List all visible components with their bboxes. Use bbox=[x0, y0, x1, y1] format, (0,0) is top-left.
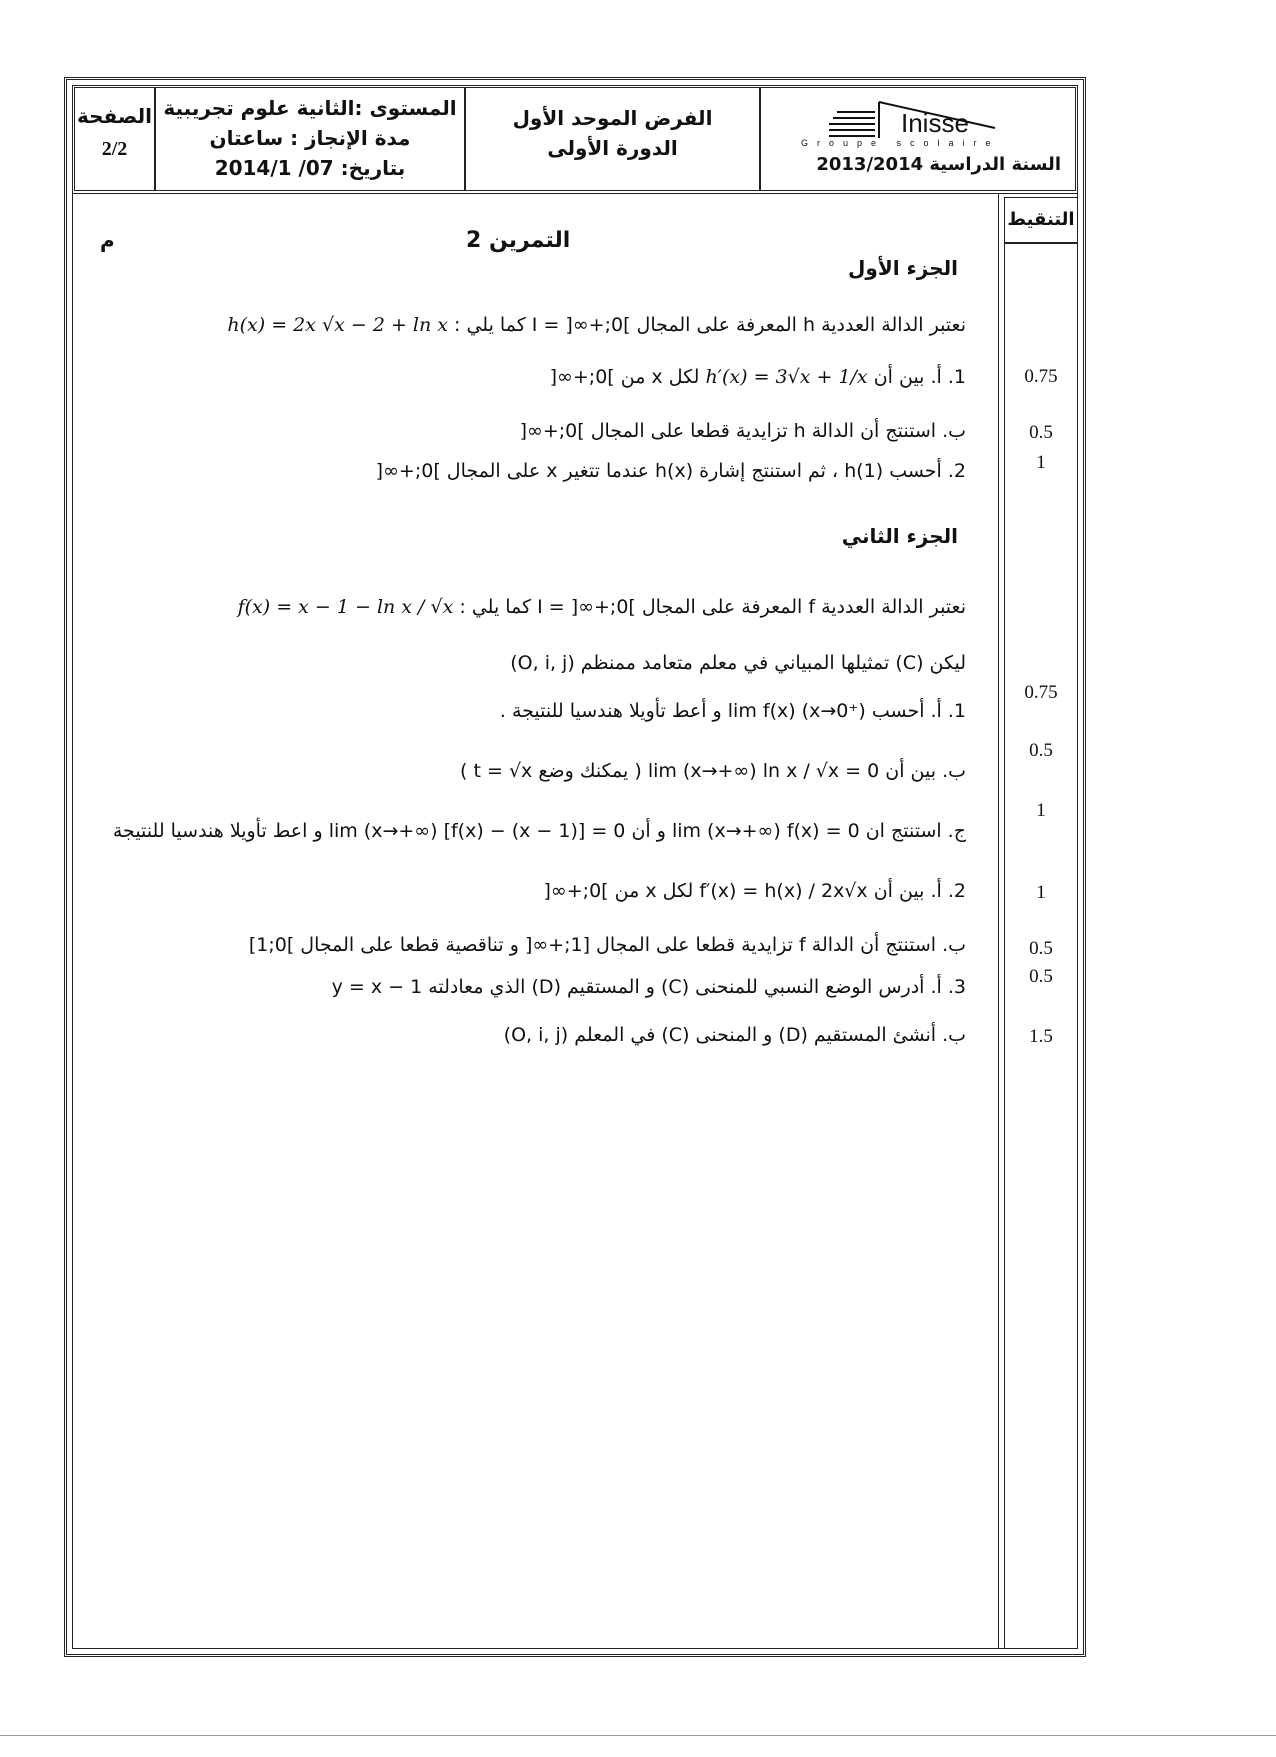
header-title-cell bbox=[465, 87, 760, 191]
score-p2-q2a: 1 bbox=[1036, 882, 1046, 903]
part1-q2: 2. أحسب h(1) ، ثم استنتج إشارة h(x) عندما تتغير x على المجال ]0;+∞[ bbox=[375, 460, 966, 482]
part2-q1b: ب. بين أن lim (x→+∞) ln x / √x = 0 ( يمكنك وضع t = √x ) bbox=[460, 760, 966, 782]
score-p2-q2b: 0.5 bbox=[1029, 938, 1053, 959]
score-p2-q3a: 0.5 bbox=[1029, 966, 1053, 987]
exam-date: بتاريخ: 07/ 2014/1 bbox=[214, 156, 406, 180]
header-level-cell bbox=[155, 87, 465, 191]
header-logo-cell bbox=[760, 87, 1076, 191]
corner-mark: م bbox=[100, 228, 115, 252]
part2-intro-text: نعتبر الدالة العددية f المعرفة على المجال ]0;+∞[ = I كما يلي : bbox=[459, 596, 966, 618]
exam-session: الدورة الأولى bbox=[547, 136, 678, 160]
logo-subtext: Groupe scolaire bbox=[801, 138, 1000, 148]
header-page-cell bbox=[74, 87, 155, 191]
part2-q1c: ج. استنتج ان lim (x→+∞) f(x) = 0 و أن lim (x→+∞) [f(x) − (x − 1)] = 0 و اعط تأويلا هندسيا للنتيجة bbox=[112, 820, 966, 842]
part2-intro-formula: f(x) = x − 1 − ln x / √x bbox=[237, 596, 454, 618]
part2-q3b: ب. أنشئ المستقيم (D) و المنحنى (C) في المعلم (O, i, j) bbox=[503, 1024, 966, 1046]
part1-intro bbox=[227, 314, 966, 336]
score-p1-q1b: 0.5 bbox=[1029, 422, 1053, 443]
part1-q1a-formula: h′(x) = 3√x + 1/x bbox=[705, 366, 868, 388]
part2-title: الجزء الثاني bbox=[841, 524, 958, 548]
scan-edge-line bbox=[0, 1735, 1276, 1736]
part2-q3a: 3. أ. أدرس الوضع النسبي للمنحنى (C) و المستقيم (D) الذي معادلته y = x − 1 bbox=[331, 976, 966, 998]
part1-q1a-tail: لكل x من ]0;+∞[ bbox=[549, 366, 700, 388]
part2-intro bbox=[238, 596, 966, 618]
part1-title: الجزء الأول bbox=[848, 256, 958, 280]
part2-curve: ليكن (C) تمثيلها المبياني في معلم متعامد ممنظم (O, i, j) bbox=[510, 652, 966, 674]
score-p2-q1a: 0.75 bbox=[1024, 682, 1058, 703]
exam-duration: مدة الإنجاز : ساعتان bbox=[209, 126, 411, 150]
part1-intro-formula: h(x) = 2x √x − 2 + ln x bbox=[227, 314, 448, 336]
part2-q2a: 2. أ. بين أن f′(x) = h(x) / 2x√x لكل x من ]0;+∞[ bbox=[543, 880, 966, 902]
score-p1-q2: 1 bbox=[1036, 452, 1046, 473]
logo-text: Inisse bbox=[901, 108, 969, 138]
page-number: 2/2 bbox=[101, 138, 128, 160]
part1-q1a bbox=[550, 366, 966, 388]
score-p2-q1b: 0.5 bbox=[1029, 740, 1053, 761]
part2-q2b: ب. استنتج أن الدالة f تزايدية قطعا على المجال [1;+∞[ و تناقصية قطعا على المجال ]0;1] bbox=[248, 934, 966, 956]
score-header: التنقيط bbox=[1004, 197, 1078, 243]
part2-q1a: 1. أ. أحسب lim f(x) (x→0⁺) و أعط تأويلا هندسيا للنتيجة . bbox=[499, 700, 966, 722]
school-year: السنة الدراسية 2013/2014 bbox=[816, 154, 1061, 175]
score-p1-q1a: 0.75 bbox=[1024, 366, 1058, 387]
exercise-title: التمرين 2 bbox=[466, 228, 571, 253]
page-label: الصفحة bbox=[76, 104, 152, 128]
part1-q1b: ب. استنتج أن الدالة h تزايدية قطعا على المجال ]0;+∞[ bbox=[519, 420, 966, 442]
exam-title: الفرض الموحد الأول bbox=[512, 106, 713, 130]
part1-q1a-text: 1. أ. بين أن bbox=[873, 366, 966, 388]
score-p2-q3b: 1.5 bbox=[1029, 1026, 1053, 1047]
part1-intro-text: نعتبر الدالة العددية h المعرفة على المجال ]0;+∞[ = I كما يلي : bbox=[454, 314, 966, 336]
body-area bbox=[72, 193, 1078, 1649]
exam-level: المستوى :الثانية علوم تجريبية bbox=[163, 96, 457, 120]
score-p2-q1c: 1 bbox=[1036, 800, 1046, 821]
